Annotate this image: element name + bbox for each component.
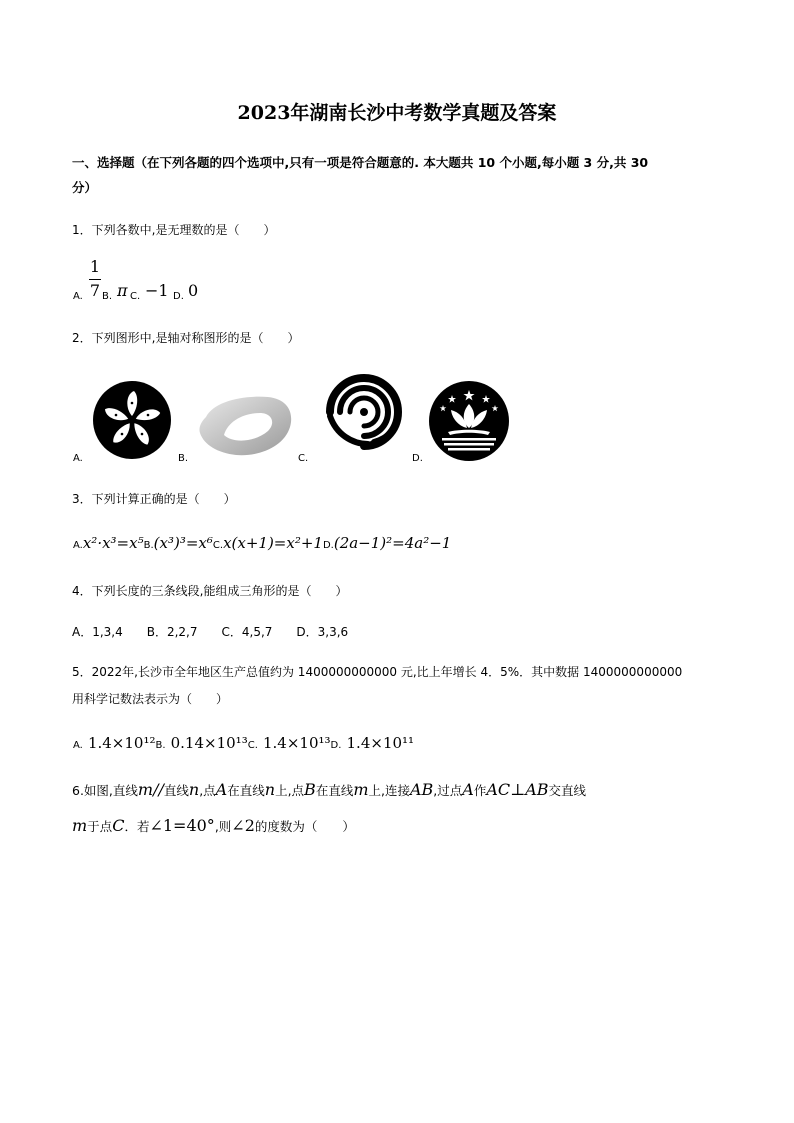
q1-option-c-label: C.: [130, 291, 141, 302]
q6-text: ,过点: [433, 783, 463, 798]
q5-option-a-label: A.: [73, 740, 83, 751]
q6-text: 的度数为（ ）: [254, 819, 355, 834]
q6-math: m: [353, 780, 369, 799]
q3-stem: 3．下列计算正确的是（ ）: [72, 492, 236, 506]
page-title: 2023年湖南长沙中考数学真题及答案: [237, 102, 557, 124]
section-header-line2: 分）: [72, 180, 98, 195]
q6-math: AB: [409, 780, 434, 799]
q5-option-d-label: D.: [330, 740, 342, 751]
q5-option-b-expr: 0.14×10¹³: [170, 734, 248, 752]
q3-option-a-label: A.: [73, 540, 83, 551]
q6-math: m//: [137, 780, 164, 799]
section-header-line1: 一、选择题（在下列各题的四个选项中,只有一项是符合题意的. 本大题共 10 个小题,每小题 3 分,共 30: [72, 155, 649, 170]
q5-option-b-label: B.: [155, 740, 166, 751]
q6-text: 上,连接: [368, 783, 410, 798]
q6-text: 6.如图,直线: [72, 783, 138, 798]
q6-math: C: [112, 816, 125, 835]
q1-option-d-label: D.: [173, 291, 184, 302]
q1-option-b-label: B.: [102, 291, 113, 302]
q4-stem: 4．下列长度的三条线段,能组成三角形的是（ ）: [72, 584, 348, 598]
q6-text: 作: [473, 783, 487, 798]
spiral-phoenix-logo-icon: [318, 372, 410, 452]
q6-text: ,点: [199, 783, 216, 798]
q2-option-b-label: B.: [178, 453, 189, 464]
q6-math: AC⊥AB: [486, 780, 549, 799]
q1-frac-numerator: 1: [89, 257, 101, 276]
q5-option-d-expr: 1.4×10¹¹: [346, 734, 415, 752]
q5-option-c-expr: 1.4×10¹³: [262, 734, 331, 752]
q5-stem-line1: 5．2022年,长沙市全年地区生产总值约为 1400000000000 元,比上年增长 4．5%．其中数据 1400000000000: [72, 665, 683, 679]
curved-leaf-shape-icon: [196, 393, 296, 459]
q5-option-c-label: C.: [247, 740, 258, 751]
hong-kong-bauhinia-emblem-icon: [92, 380, 172, 460]
q5-option-a-expr: 1.4×10¹²: [87, 734, 156, 752]
q3-options: [73, 533, 451, 552]
q6-text: 在直线: [315, 783, 354, 798]
q1-stem: 1．下列各数中,是无理数的是（ ）: [72, 223, 276, 237]
q2-option-a-label: A.: [73, 453, 83, 464]
q1-option-c-value: −1: [145, 281, 169, 300]
q6-math: A: [462, 780, 474, 799]
q6-math: A: [215, 780, 228, 799]
q3-option-d-label: D.: [322, 540, 334, 551]
q3-option-b-label: B.: [143, 540, 154, 551]
q5-options: [73, 733, 414, 752]
q5-stem-line2: 用科学记数法表示为（ ）: [72, 692, 229, 706]
q3-option-a-expr: x²·x³=x⁵: [82, 534, 144, 552]
q3-option-d-expr: (2a−1)²=4a²−1: [333, 534, 452, 552]
q6-math: ∠1=40°: [149, 816, 215, 835]
q3-option-c-expr: x(x+1)=x²+1: [223, 534, 323, 552]
q6-text: 交直线: [548, 783, 587, 798]
q6-stem-line1: [72, 780, 586, 799]
q2-stem: 2．下列图形中,是轴对称图形的是（ ）: [72, 331, 300, 345]
q1-option-a-label: A.: [73, 291, 83, 302]
q1-option-d-value: 0: [188, 281, 199, 300]
q6-text: 直线: [163, 783, 189, 798]
q6-text: 在直线: [227, 783, 265, 798]
q6-stem-line2: [72, 816, 355, 835]
q6-math: ∠2: [231, 816, 255, 835]
q1-frac-denominator: 7: [89, 281, 101, 300]
q3-option-c-label: C.: [212, 540, 224, 551]
q6-math: n: [188, 780, 200, 799]
q1-frac-bar: [89, 279, 101, 280]
q6-math: m: [72, 816, 88, 835]
q2-option-c-label: C.: [298, 453, 309, 464]
q6-math: n: [264, 780, 276, 799]
q6-text: 上,点: [275, 783, 305, 798]
q6-text: ．若: [124, 819, 150, 834]
q6-text: 于点: [87, 819, 113, 834]
q1-option-b-value: π: [117, 281, 128, 300]
macau-lotus-emblem-icon: [428, 380, 510, 462]
q3-option-b-expr: (x³)³=x⁶: [153, 534, 213, 552]
q6-math: B: [304, 780, 316, 799]
q2-option-d-label: D.: [412, 453, 423, 464]
q6-text: ,则: [214, 819, 232, 834]
q4-options: A．1,3,4 B．2,2,7 C．4,5,7 D．3,3,6: [72, 625, 349, 639]
